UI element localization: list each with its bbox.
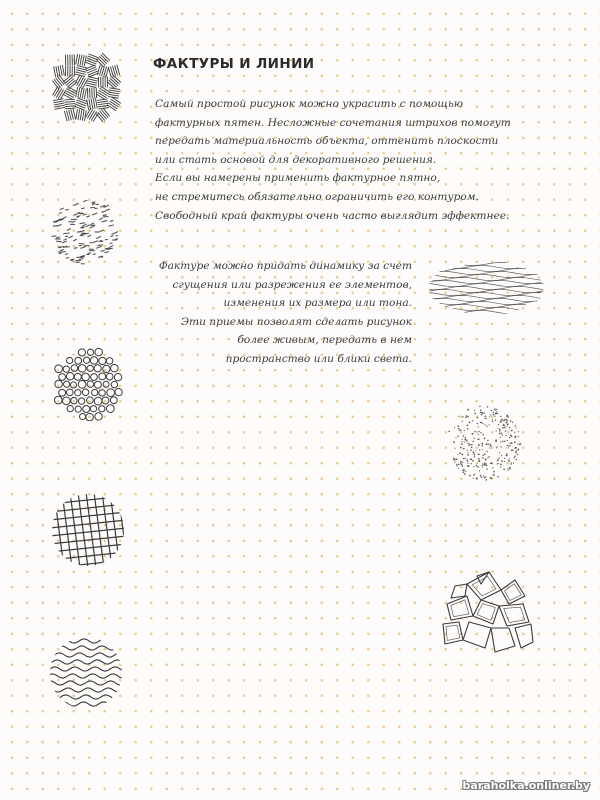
stipple-dots-texture (442, 405, 526, 481)
text-line: фактурных пятен. Несложные сочетания штрихов помогут (155, 116, 511, 129)
text-line: Самый простой рисунок можно украсить с помощью (155, 98, 464, 110)
text-line: не стремитесь обязательно ограничить его контуром. (155, 190, 479, 203)
text-line: сгущения или разрежения ее элементов, (172, 278, 412, 291)
text-line: более живым, передать в нем (237, 334, 412, 347)
text-line: изменения их размера или тона. (223, 297, 412, 310)
text-line: Если вы намерены применить фактурное пятно, (155, 172, 441, 185)
intro-paragraph (155, 95, 511, 225)
wavy-lines-texture (48, 635, 124, 711)
text-line: Свободный край фактуры очень часто выглядит эффектнее. (155, 209, 510, 222)
text-line: пространство или блики света. (225, 352, 412, 365)
crosshatch-grid-texture (50, 492, 126, 568)
text-line: или стать основой для декоративного решения. (155, 153, 437, 166)
text-line: передать материальность объекта, оттенить плоскости (155, 135, 499, 148)
mosaic-shapes-texture (437, 566, 537, 658)
text-line: Фактуре можно придать динамику за счет (158, 260, 412, 272)
scribble-dashes-texture (50, 198, 118, 266)
circles-texture (50, 347, 124, 421)
hatch-strokes-texture (50, 51, 126, 127)
text-line: Эти приемы позволят сделать рисунок (180, 315, 412, 328)
watermark: baraholka.onliner.by (462, 779, 590, 792)
page-title: ФАКТУРЫ И ЛИНИИ (153, 56, 315, 72)
dynamics-paragraph (150, 257, 412, 369)
flowing-lines-texture (427, 260, 547, 316)
